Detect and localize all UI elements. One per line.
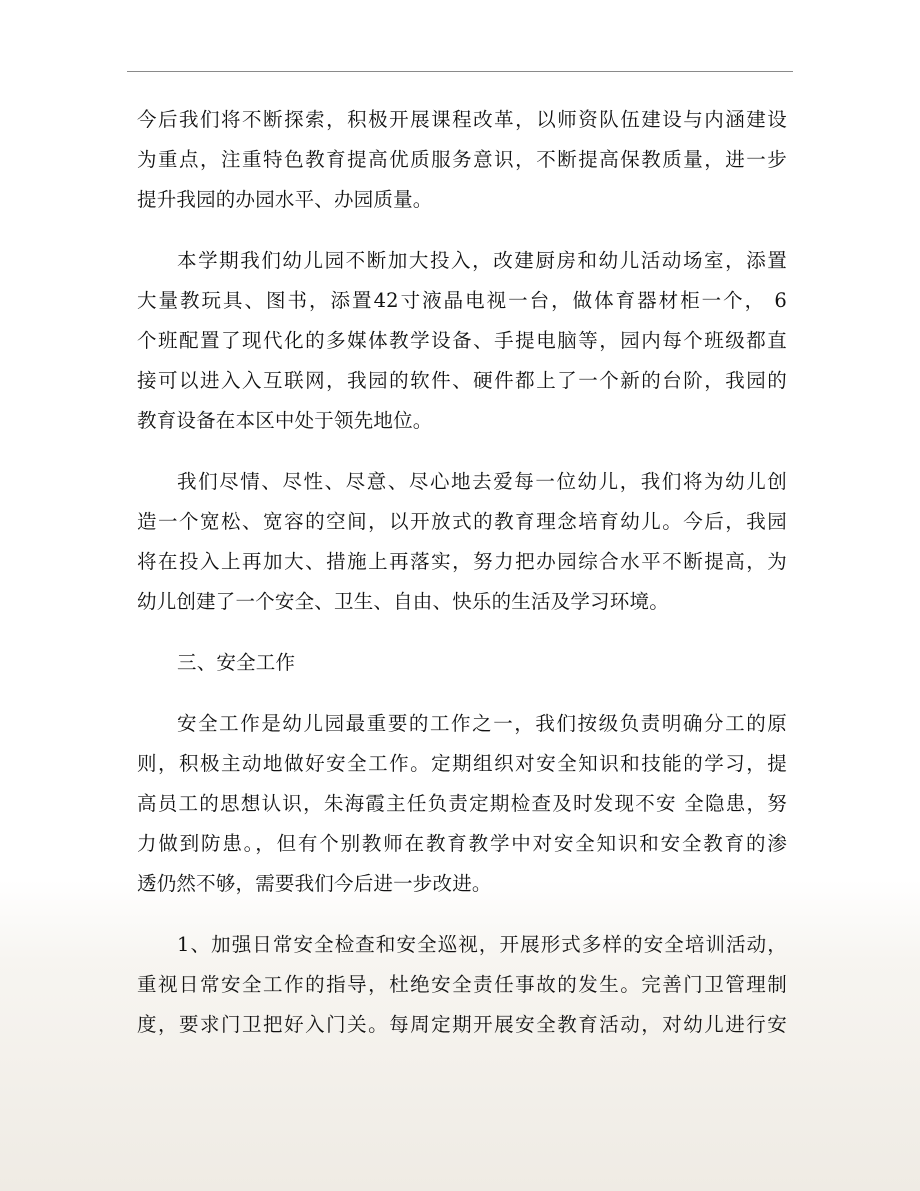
paragraph-safety-item-1 [137,925,787,1045]
text-line: 个班配置了现代化的多媒体教学设备、手提电脑等，园内每个班级都直 [137,329,787,352]
text-line: 幼儿创建了一个安全、卫生、自由、快乐的生活及学习环境。 [137,590,669,613]
paragraph-care [137,462,787,622]
text-line: 造一个宽松、宽容的空间，以开放式的教育理念培育幼儿。今后，我园 [137,510,787,533]
text-line: 重视日常安全工作的指导，杜绝安全责任事故的发生。完善门卫管理制 [137,973,787,996]
text-line: 将在投入上再加大、措施上再落实，努力把办园综合水平不断提高，为 [137,550,787,573]
text-line: 今后我们将不断探索，积极开展课程改革，以师资队伍建设与内涵建设 [137,108,787,131]
paragraph-investment [137,241,787,441]
text-line: 透仍然不够，需要我们今后进一步改进。 [137,872,492,895]
section-heading: 三、安全工作 [177,651,296,674]
text-line: 则，积极主动地做好安全工作。定期组织对安全知识和技能的学习，提 [137,752,787,775]
text-line: 提升我园的办园水平、办园质量。 [137,188,433,211]
text-line: 本学期我们幼儿园不断加大投入，改建厨房和幼儿活动场室，添置 [177,249,787,272]
text-line: 度，要求门卫把好入门关。每周定期开展安全教育活动，对幼儿进行安 [137,1013,787,1036]
text-line: 我们尽情、尽性、尽意、尽心地去爱每一位幼儿，我们将为幼儿创 [177,470,787,493]
section-heading-safety [137,643,787,683]
document-body [137,100,787,1066]
paragraph-future-plans [137,100,787,220]
text-line: 力做到防患。，但有个别教师在教育教学中对安全知识和安全教育的渗 [137,832,787,855]
header-divider [127,71,793,72]
text-line: 高员工的思想认识，朱海霞主任负责定期检查及时发现不安 全隐患，努 [137,792,787,815]
text-line: 安全工作是幼儿园最重要的工作之一，我们按级负责明确分工的原 [177,712,787,735]
text-line: 接可以进入入互联网，我园的软件、硬件都上了一个新的台阶，我园的 [137,369,787,392]
text-line: 为重点，注重特色教育提高优质服务意识，不断提高保教质量，进一步 [137,148,787,171]
text-line: 教育设备在本区中处于领先地位。 [137,409,433,432]
text-line: 1、加强日常安全检查和安全巡视，开展形式多样的安全培训活动， [177,933,787,956]
paragraph-safety [137,704,787,904]
text-line: 大量教玩具、图书，添置42寸液晶电视一台，做体育器材柜一个， 6 [137,289,787,312]
